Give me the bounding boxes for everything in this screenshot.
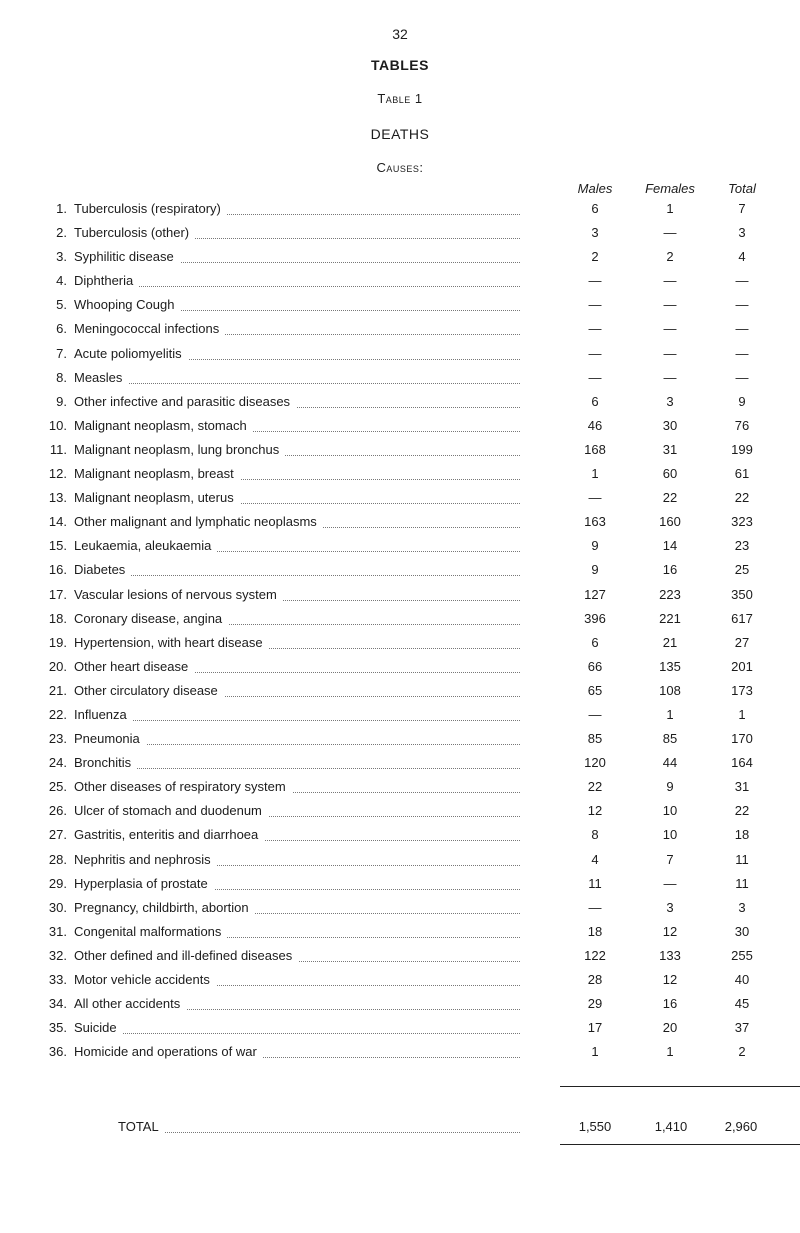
females-value: 135 — [659, 658, 681, 674]
row-number: 33. — [48, 972, 67, 987]
males-value: 12 — [587, 803, 603, 819]
males-value: 8 — [591, 827, 599, 843]
males-value: 9 — [591, 562, 599, 578]
females-value: — — [663, 345, 677, 361]
row-number: 30. — [48, 899, 67, 915]
cause-label: Hypertension, with heart disease — [74, 635, 269, 650]
column-header-total: Total — [728, 181, 756, 196]
cause-label: Coronary disease, angina — [74, 611, 228, 626]
cause-label: Tuberculosis (other) — [74, 225, 195, 240]
total-value: 617 — [731, 610, 753, 626]
females-value: 108 — [659, 682, 681, 698]
cause-label: Malignant neoplasm, breast — [74, 466, 240, 481]
females-value: 16 — [662, 562, 678, 578]
leader-dots — [80, 575, 520, 576]
males-value: 1 — [591, 1044, 599, 1060]
females-value: 20 — [662, 1020, 678, 1036]
cause-label: Meningococcal infections — [74, 321, 225, 336]
total-value: 7 — [738, 201, 746, 216]
table-row — [0, 1016, 800, 1040]
males-value: 18 — [587, 923, 603, 939]
males-value: 6 — [591, 201, 599, 216]
total-value: 3 — [738, 225, 746, 241]
females-value: 2 — [666, 249, 674, 265]
cause-label: Malignant neoplasm, stomach — [74, 418, 253, 433]
females-value: 3 — [666, 899, 674, 915]
table-row — [0, 245, 800, 269]
cause-label: Malignant neoplasm, lung bronchus — [74, 442, 285, 457]
cause-label: Nephritis and nephrosis — [74, 852, 217, 867]
total-value: 1 — [738, 706, 746, 722]
row-number: 22. — [48, 706, 67, 722]
row-number: 26. — [48, 803, 67, 819]
page-number: 32 — [392, 26, 408, 42]
total-value: 31 — [734, 779, 750, 795]
cause-label: Ulcer of stomach and duodenum — [74, 803, 268, 818]
table-row — [0, 631, 800, 655]
column-header-males: Males — [577, 181, 613, 196]
females-value: 160 — [659, 514, 681, 530]
females-value: 10 — [662, 827, 678, 843]
table-row — [0, 534, 800, 558]
males-value: — — [588, 369, 602, 385]
row-number: 21. — [48, 682, 67, 698]
females-value: — — [663, 875, 677, 891]
row-number: 13. — [48, 490, 67, 506]
males-value: — — [588, 490, 602, 506]
row-number: 10. — [48, 417, 67, 433]
males-value: 66 — [587, 658, 603, 674]
males-value: — — [588, 706, 602, 722]
total-value: 22 — [734, 803, 750, 819]
males-value: 4 — [591, 851, 599, 867]
table-row — [0, 221, 800, 245]
males-value: 85 — [587, 731, 603, 747]
females-value: 1 — [666, 1044, 674, 1060]
cause-label: Suicide — [74, 1020, 123, 1035]
total-value: 40 — [734, 972, 750, 987]
males-value: 6 — [591, 634, 599, 650]
males-value: 120 — [584, 755, 606, 771]
females-value: 60 — [662, 466, 678, 482]
row-number: 12. — [48, 466, 67, 482]
row-number: 4. — [56, 273, 67, 289]
table-label: Table 1 — [377, 91, 423, 106]
table-row — [0, 751, 800, 775]
cause-label: Other malignant and lymphatic neoplasms — [74, 514, 323, 529]
row-number: 17. — [48, 586, 67, 602]
row-number: 8. — [56, 369, 67, 385]
total-value: 25 — [734, 562, 750, 578]
row-number: 36. — [48, 1044, 67, 1060]
cause-label: Motor vehicle accidents — [74, 972, 216, 987]
total-value: 37 — [734, 1020, 750, 1036]
cause-label: Acute poliomyelitis — [74, 346, 188, 361]
table-row — [0, 414, 800, 438]
leader-dots — [80, 744, 520, 745]
males-value: 168 — [584, 441, 606, 457]
total-value: 255 — [731, 947, 753, 963]
males-value: 163 — [584, 514, 606, 530]
males-value: 6 — [591, 393, 599, 409]
table-row — [0, 438, 800, 462]
total-value: 45 — [734, 996, 750, 1012]
row-number: 23. — [48, 731, 67, 747]
cause-label: Diphtheria — [74, 273, 139, 288]
total-value: 18 — [734, 827, 750, 843]
cause-label: Homicide and operations of war — [74, 1044, 263, 1059]
table-row — [0, 317, 800, 341]
table-row — [0, 510, 800, 534]
total-value: 164 — [731, 755, 753, 771]
females-value: — — [663, 273, 677, 289]
total-value: — — [735, 345, 749, 361]
table-row — [0, 872, 800, 896]
table-row — [0, 293, 800, 317]
females-value: 12 — [662, 972, 678, 987]
females-value: — — [663, 369, 677, 385]
cause-label: Vascular lesions of nervous system — [74, 587, 283, 602]
total-rule-top — [560, 1086, 800, 1087]
total-value: 4 — [738, 249, 746, 265]
table-row — [0, 1040, 800, 1064]
females-value: 12 — [662, 923, 678, 939]
cause-label: Gastritis, enteritis and diarrhoea — [74, 827, 264, 842]
row-number: 15. — [48, 538, 67, 554]
males-value: — — [588, 273, 602, 289]
cause-label: Congenital malformations — [74, 924, 227, 939]
row-number: 27. — [48, 827, 67, 843]
leader-dots — [80, 383, 520, 384]
males-value: 11 — [588, 875, 602, 891]
females-value: 31 — [662, 441, 678, 457]
females-value: 21 — [662, 634, 678, 650]
row-number: 7. — [56, 345, 67, 361]
total-value: 27 — [734, 634, 750, 650]
cause-label: Bronchitis — [74, 755, 137, 770]
cause-label: Other diseases of respiratory system — [74, 779, 292, 794]
table-row — [0, 968, 800, 992]
males-value: 2 — [591, 249, 599, 265]
total-value: 170 — [731, 731, 753, 747]
row-number: 32. — [48, 947, 67, 963]
females-value: 10 — [662, 803, 678, 819]
table-row — [0, 823, 800, 847]
deaths-table-body — [0, 197, 800, 1064]
cause-label: Other heart disease — [74, 659, 194, 674]
table-row — [0, 583, 800, 607]
cause-label: Other circulatory disease — [74, 683, 224, 698]
table-row — [0, 342, 800, 366]
row-number: 2. — [56, 225, 67, 241]
row-number: 14. — [48, 514, 67, 530]
females-value: 16 — [662, 996, 678, 1012]
section-title: TABLES — [371, 57, 429, 73]
row-number: 9. — [56, 393, 67, 409]
table-row — [0, 848, 800, 872]
total-males: 1,550 — [578, 1119, 612, 1134]
females-value: 7 — [666, 851, 674, 867]
total-value: 11 — [735, 875, 749, 891]
males-value: 22 — [587, 779, 603, 795]
row-number: 24. — [48, 755, 67, 771]
cause-label: Pneumonia — [74, 731, 146, 746]
males-value: 127 — [584, 586, 606, 602]
females-value: 30 — [662, 417, 678, 433]
males-value: — — [588, 297, 602, 313]
females-value: 221 — [659, 610, 681, 626]
table-row — [0, 486, 800, 510]
row-number: 35. — [48, 1020, 67, 1036]
females-value: 223 — [659, 586, 681, 602]
total-label: TOTAL — [118, 1119, 165, 1134]
table-row — [0, 197, 800, 221]
leader-dots — [80, 720, 520, 721]
females-value: — — [663, 297, 677, 313]
row-number: 20. — [48, 658, 67, 674]
column-header-females: Females — [645, 181, 695, 196]
total-value: 3 — [738, 899, 746, 915]
total-value: 350 — [731, 586, 753, 602]
table-row — [0, 944, 800, 968]
males-value: — — [588, 899, 602, 915]
males-value: — — [588, 345, 602, 361]
females-value: — — [663, 321, 677, 337]
total-value: 201 — [731, 658, 753, 674]
table-row — [0, 607, 800, 631]
total-value: 30 — [734, 923, 750, 939]
males-value: 396 — [584, 610, 606, 626]
leader-dots — [80, 768, 520, 769]
cause-label: Whooping Cough — [74, 297, 180, 312]
row-number: 31. — [48, 923, 67, 939]
cause-label: Diabetes — [74, 562, 131, 577]
row-number: 5. — [56, 297, 67, 313]
total-value: 22 — [734, 490, 750, 506]
cause-label: Other infective and parasitic diseases — [74, 394, 296, 409]
table-row — [0, 727, 800, 751]
table-row — [0, 775, 800, 799]
cause-label: Other defined and ill-defined diseases — [74, 948, 298, 963]
table-title: DEATHS — [370, 126, 430, 142]
table-row — [0, 390, 800, 414]
females-value: 1 — [666, 201, 674, 216]
females-value: 22 — [662, 490, 678, 506]
total-value: — — [735, 321, 749, 337]
row-number: 16. — [48, 562, 67, 578]
table-row — [0, 896, 800, 920]
total-value: 199 — [731, 441, 753, 457]
cause-label: Syphilitic disease — [74, 249, 180, 264]
table-row — [0, 920, 800, 944]
row-number: 11. — [49, 441, 67, 457]
table-row — [0, 703, 800, 727]
total-rule-bottom — [560, 1144, 800, 1145]
males-value: 3 — [591, 225, 599, 241]
total-value: 11 — [735, 851, 749, 867]
females-value: — — [663, 225, 677, 241]
table-row — [0, 799, 800, 823]
total-value: 323 — [731, 514, 753, 530]
row-number: 3. — [56, 249, 67, 265]
males-value: 28 — [587, 972, 603, 987]
females-value: 3 — [666, 393, 674, 409]
total-value: 23 — [734, 538, 750, 554]
cause-label: Hyperplasia of prostate — [74, 876, 214, 891]
table-row — [0, 558, 800, 582]
females-value: 85 — [662, 731, 678, 747]
row-number: 6. — [56, 321, 67, 337]
total-value: — — [735, 297, 749, 313]
total-value: 61 — [734, 466, 750, 482]
males-value: 17 — [587, 1020, 603, 1036]
causes-label: Causes: — [376, 160, 424, 175]
cause-label: Influenza — [74, 707, 133, 722]
table-row — [0, 366, 800, 390]
table-row — [0, 992, 800, 1016]
males-value: 9 — [591, 538, 599, 554]
leader-dots — [80, 1033, 520, 1034]
total-value: — — [735, 369, 749, 385]
row-number: 28. — [48, 851, 67, 867]
total-value: 9 — [738, 393, 746, 409]
table-row — [0, 269, 800, 293]
cause-label: Leukaemia, aleukaemia — [74, 538, 217, 553]
table-row — [0, 462, 800, 486]
leader-dots — [124, 1132, 520, 1133]
total-value: — — [735, 273, 749, 289]
row-number: 29. — [48, 875, 67, 891]
males-value: 46 — [587, 417, 603, 433]
females-value: 9 — [666, 779, 674, 795]
cause-label: All other accidents — [74, 996, 186, 1011]
cause-label: Measles — [74, 370, 128, 385]
females-value: 1 — [666, 706, 674, 722]
cause-label: Malignant neoplasm, uterus — [74, 490, 240, 505]
males-value: — — [588, 321, 602, 337]
row-number: 25. — [48, 779, 67, 795]
females-value: 14 — [662, 538, 678, 554]
row-number: 19. — [48, 634, 67, 650]
table-row — [0, 655, 800, 679]
row-number: 18. — [48, 610, 67, 626]
total-row — [0, 1116, 800, 1138]
table-row — [0, 679, 800, 703]
males-value: 29 — [587, 996, 603, 1012]
females-value: 44 — [662, 755, 678, 771]
total-value: 173 — [731, 682, 753, 698]
females-value: 133 — [659, 947, 681, 963]
males-value: 1 — [591, 466, 599, 482]
row-number: 34. — [48, 996, 67, 1012]
row-number: 1. — [56, 201, 67, 216]
total-value: 76 — [734, 417, 750, 433]
males-value: 122 — [584, 947, 606, 963]
males-value: 65 — [587, 682, 603, 698]
total-females: 1,410 — [654, 1119, 688, 1134]
total-value: 2 — [738, 1044, 746, 1060]
leader-dots — [80, 286, 520, 287]
cause-label: Tuberculosis (respiratory) — [74, 201, 227, 216]
total-total: 2,960 — [724, 1119, 758, 1134]
cause-label: Pregnancy, childbirth, abortion — [74, 900, 255, 915]
